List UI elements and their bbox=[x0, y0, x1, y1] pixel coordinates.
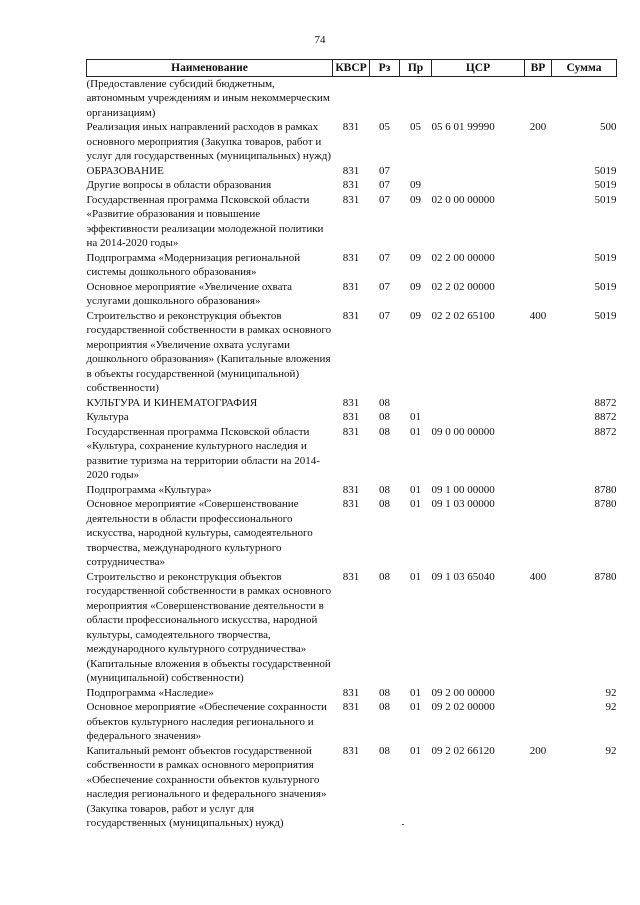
cell-name: Основное мероприятие «Обеспечение сохранности объектов культурного наследия регионального и федерального значения» bbox=[86, 701, 327, 742]
cell-pr: 01 bbox=[410, 686, 421, 699]
cell-name: ОБРАЗОВАНИЕ bbox=[86, 164, 164, 177]
cell-csr: 09 1 03 65040 bbox=[431, 570, 495, 583]
cell-vr bbox=[525, 76, 552, 120]
cell-rz: 08 bbox=[379, 498, 390, 510]
cell-kvsr: 831 bbox=[342, 164, 360, 177]
cell-rz: 05 bbox=[379, 121, 390, 133]
cell-vr bbox=[525, 251, 552, 280]
page-number: 74 bbox=[314, 34, 326, 46]
cell-vr: 400 bbox=[529, 309, 547, 322]
cell-pr bbox=[400, 76, 432, 120]
cell-vr bbox=[525, 425, 552, 483]
table-row bbox=[87, 744, 617, 831]
cell-kvsr: 831 bbox=[342, 193, 360, 206]
cell-kvsr bbox=[333, 76, 370, 120]
budget-table bbox=[86, 59, 617, 831]
cell-sum: 8872 bbox=[594, 425, 617, 438]
table-row bbox=[87, 483, 617, 498]
cell-csr: 09 1 03 00000 bbox=[431, 498, 495, 510]
cell-rz: 08 bbox=[379, 425, 390, 438]
header-name: Наименование bbox=[87, 60, 333, 77]
cell-pr: 01 bbox=[410, 411, 421, 423]
cell-name: Подпрограмма «Наследие» bbox=[86, 686, 214, 699]
cell-sum: 8872 bbox=[594, 411, 617, 423]
cell-pr: 09 bbox=[410, 251, 421, 264]
cell-rz: 07 bbox=[379, 251, 390, 264]
table-row bbox=[87, 178, 617, 193]
cell-vr bbox=[525, 164, 552, 179]
cell-name: КУЛЬТУРА И КИНЕМАТОГРАФИЯ bbox=[86, 396, 258, 409]
cell-vr: 200 bbox=[529, 744, 547, 757]
scan-artifact bbox=[402, 824, 404, 825]
cell-rz: 07 bbox=[379, 179, 390, 191]
cell-kvsr: 831 bbox=[342, 686, 360, 699]
cell-vr bbox=[525, 700, 552, 744]
cell-name: Другие вопросы в области образования bbox=[86, 179, 272, 191]
cell-name: Строительство и реконструкция объектов государственной собственности в рамках основного мероприятия «Совершенствование деятельности в области профессионального искусства, народной культуры, самодеятельного творчества, международного культурного сотрудничества» (Капитальные вложения в объекты государственной (муниципальной) собственности) bbox=[86, 570, 332, 684]
cell-sum: 5019 bbox=[594, 193, 617, 206]
cell-name: Основное мероприятие «Совершенствование деятельности в области профессионального искусства, народной культуры, самодеятельного творчества, международного культурного сотрудничества» bbox=[86, 498, 313, 568]
cell-sum: 8872 bbox=[594, 396, 617, 409]
cell-kvsr: 831 bbox=[342, 121, 360, 133]
cell-vr bbox=[525, 280, 552, 309]
cell-csr: 02 2 00 00000 bbox=[431, 251, 495, 264]
cell-name: Культура bbox=[86, 411, 129, 423]
cell-pr: 01 bbox=[410, 701, 421, 713]
cell-rz: 08 bbox=[379, 686, 390, 699]
cell-pr: 09 bbox=[410, 193, 421, 206]
cell-pr: 09 bbox=[410, 179, 421, 191]
cell-kvsr: 831 bbox=[342, 280, 360, 293]
cell-sum: 8780 bbox=[594, 483, 617, 496]
cell-rz: 08 bbox=[379, 483, 390, 496]
cell-name: Государственная программа Псковской области «Развитие образования и повышение эффективности реализации молодежной политики на 2014-2020 годы» bbox=[86, 193, 324, 249]
cell-kvsr: 831 bbox=[342, 251, 360, 264]
table-row bbox=[87, 76, 617, 120]
cell-pr bbox=[400, 396, 432, 411]
cell-kvsr: 831 bbox=[342, 498, 360, 510]
cell-vr bbox=[525, 497, 552, 570]
cell-kvsr: 831 bbox=[342, 396, 360, 409]
table-row bbox=[87, 280, 617, 309]
cell-sum: 5019 bbox=[594, 179, 617, 191]
cell-pr: 09 bbox=[410, 280, 421, 293]
cell-sum: 5019 bbox=[594, 251, 617, 264]
table-row bbox=[87, 396, 617, 411]
cell-rz: 07 bbox=[379, 193, 390, 206]
cell-kvsr: 831 bbox=[342, 411, 360, 423]
cell-pr: 09 bbox=[410, 309, 421, 322]
cell-pr: 01 bbox=[410, 744, 421, 757]
header-sum: Сумма bbox=[552, 60, 617, 77]
cell-name: (Предоставление субсидий бюджетным, автономным учреждениям и иным некоммерческим организациям) bbox=[86, 77, 330, 119]
cell-pr: 05 bbox=[410, 121, 421, 133]
cell-pr: 01 bbox=[410, 570, 421, 583]
cell-csr: 02 2 02 65100 bbox=[431, 309, 495, 322]
cell-csr bbox=[432, 76, 525, 120]
cell-kvsr: 831 bbox=[342, 309, 360, 322]
cell-csr bbox=[432, 164, 525, 179]
table-row bbox=[87, 700, 617, 744]
cell-vr bbox=[525, 178, 552, 193]
cell-vr bbox=[525, 483, 552, 498]
header-pr: Пр bbox=[400, 60, 432, 77]
cell-name: Основное мероприятие «Увеличение охвата услугами дошкольного образования» bbox=[86, 280, 293, 307]
cell-sum bbox=[552, 76, 617, 120]
cell-csr: 09 2 00 00000 bbox=[431, 686, 495, 699]
table-row bbox=[87, 164, 617, 179]
cell-sum: 92 bbox=[605, 701, 617, 713]
table-row bbox=[87, 570, 617, 686]
table-row bbox=[87, 251, 617, 280]
table-header-row bbox=[87, 60, 617, 77]
table-row bbox=[87, 120, 617, 164]
table-row bbox=[87, 686, 617, 701]
header-kvsr: КВСР bbox=[333, 60, 370, 77]
cell-pr: 01 bbox=[410, 483, 421, 496]
cell-pr bbox=[400, 164, 432, 179]
cell-vr bbox=[525, 396, 552, 411]
cell-rz: 07 bbox=[379, 164, 390, 177]
cell-sum: 5019 bbox=[594, 164, 617, 177]
cell-kvsr: 831 bbox=[342, 425, 360, 438]
cell-sum: 92 bbox=[605, 744, 617, 757]
header-rz: Рз bbox=[370, 60, 400, 77]
cell-name: Подпрограмма «Культура» bbox=[86, 483, 212, 496]
cell-csr: 02 2 02 00000 bbox=[431, 280, 495, 293]
cell-sum: 92 bbox=[605, 686, 617, 699]
table-row bbox=[87, 309, 617, 396]
cell-rz: 08 bbox=[379, 411, 390, 423]
table-body bbox=[87, 76, 617, 831]
cell-kvsr: 831 bbox=[342, 701, 360, 713]
cell-kvsr: 831 bbox=[342, 483, 360, 496]
cell-rz: 08 bbox=[379, 701, 390, 713]
cell-csr bbox=[432, 396, 525, 411]
header-vr: ВР bbox=[525, 60, 552, 77]
cell-sum: 5019 bbox=[594, 280, 617, 293]
cell-sum: 500 bbox=[600, 121, 617, 133]
cell-vr bbox=[525, 193, 552, 251]
cell-vr: 400 bbox=[529, 570, 547, 583]
cell-csr: 09 0 00 00000 bbox=[431, 425, 495, 438]
cell-kvsr: 831 bbox=[342, 570, 360, 583]
table-row bbox=[87, 410, 617, 425]
cell-rz: 08 bbox=[379, 570, 390, 583]
cell-csr: 09 2 02 00000 bbox=[431, 701, 495, 713]
cell-sum: 8780 bbox=[594, 570, 617, 583]
cell-sum: 8780 bbox=[594, 498, 617, 510]
table-row bbox=[87, 497, 617, 570]
header-csr: ЦСР bbox=[432, 60, 525, 77]
cell-rz: 07 bbox=[379, 309, 390, 322]
cell-csr bbox=[432, 178, 525, 193]
cell-csr bbox=[432, 410, 525, 425]
cell-vr bbox=[525, 410, 552, 425]
cell-csr: 09 2 02 66120 bbox=[431, 744, 495, 757]
cell-vr bbox=[525, 686, 552, 701]
cell-name: Реализация иных направлений расходов в рамках основного мероприятия (Закупка товаров, работ и услуг для государственных (муниципальных) нужд) bbox=[86, 121, 332, 162]
cell-csr: 09 1 00 00000 bbox=[431, 483, 495, 496]
cell-pr: 01 bbox=[410, 425, 421, 438]
cell-sum: 5019 bbox=[594, 309, 617, 322]
table-row bbox=[87, 425, 617, 483]
cell-csr: 02 0 00 00000 bbox=[431, 193, 495, 206]
cell-kvsr: 831 bbox=[342, 744, 360, 757]
cell-rz: 08 bbox=[379, 396, 390, 409]
cell-rz bbox=[370, 76, 400, 120]
cell-kvsr: 831 bbox=[342, 179, 360, 191]
cell-vr: 200 bbox=[529, 121, 547, 133]
cell-name: Строительство и реконструкция объектов государственной собственности в рамках основного мероприятия «Увеличение охвата услугами дошкольного образования» (Капитальные вложения в объекты государственной (муниципальной) собственности) bbox=[86, 309, 332, 394]
cell-rz: 07 bbox=[379, 280, 390, 293]
cell-name: Капитальный ремонт объектов государственной собственности в рамках основного мероприятия «Обеспечение сохранности объектов культурного наследия регионального и федерального значения» (Закупка товаров, работ и услуг для государственных (муниципальных) нужд) bbox=[86, 744, 327, 829]
cell-name: Подпрограмма «Модернизация региональной системы дошкольного образования» bbox=[86, 251, 301, 278]
cell-csr: 05 6 01 99990 bbox=[431, 121, 495, 133]
cell-name: Государственная программа Псковской области «Культура, сохранение культурного наследия и развитие туризма на территории области на 2014-2020 годы» bbox=[86, 425, 320, 481]
cell-rz: 08 bbox=[379, 744, 390, 757]
cell-pr: 01 bbox=[410, 498, 421, 510]
table-row bbox=[87, 193, 617, 251]
